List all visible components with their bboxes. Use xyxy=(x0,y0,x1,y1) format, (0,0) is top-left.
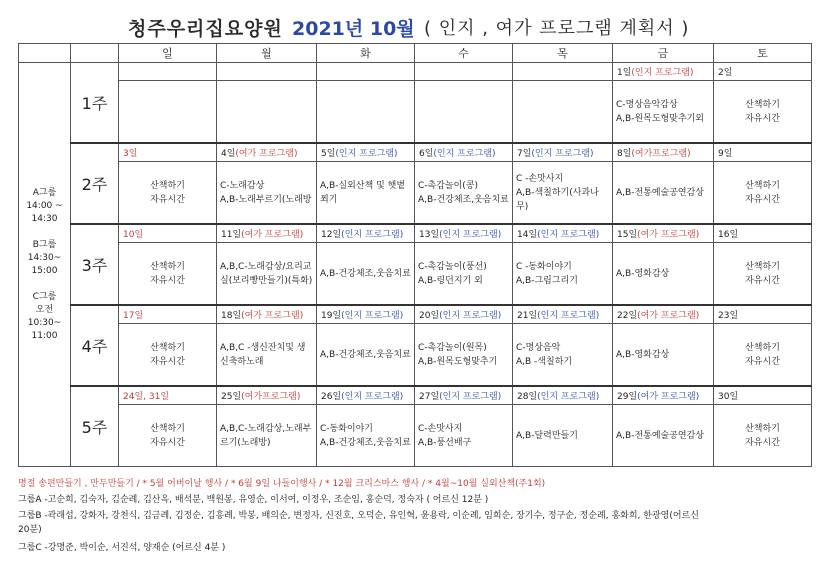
date-cell-mon xyxy=(217,386,317,405)
program-cell-tue: C-동화이야기 A,B-건강체조,웃음치료 xyxy=(317,405,415,467)
week-date-row xyxy=(19,224,812,243)
date-number: 26일 xyxy=(321,392,342,402)
date-cell-wed xyxy=(415,224,513,243)
program-type-tag: (인지 프로그램) xyxy=(537,392,600,402)
group-schedule-cell xyxy=(19,63,71,467)
date-number: 15일 xyxy=(617,230,638,240)
program-type-tag: (여가 프로그램) xyxy=(637,311,700,321)
footer-group-b: 그룹B -곽래섭, 강화자, 강천식, 김금례, 김정순, 김흥례, 박봉, 배의순, 변정자, 신진호, 오덕순, 유인혁, 윤용락, 이순례, 임희순, 장기수, 정구순, 정순례, 홍화희, 한광영(어르신 xyxy=(18,511,699,521)
date-number: 8일 xyxy=(617,149,632,159)
date-cell-tue xyxy=(317,63,415,81)
program-cell-thu: C -손맛사지 A,B-색칠하기(사과나무) xyxy=(513,162,613,225)
program-type-tag: (여가 프로그램) xyxy=(241,311,304,321)
date-number: 17일 xyxy=(123,311,144,321)
week-date-row xyxy=(19,143,812,162)
date-cell-sat xyxy=(714,386,812,405)
weekday-tue: 화 xyxy=(317,44,415,63)
week-label: 2주 xyxy=(71,143,119,224)
date-number: 13일 xyxy=(419,230,440,240)
program-type-tag: (인지 프로그램) xyxy=(631,68,694,78)
group-schedule-line xyxy=(19,278,70,291)
program-type-tag: (여가 프로그램) xyxy=(241,230,304,240)
date-cell-thu xyxy=(513,143,613,162)
date-number: 25일 xyxy=(221,392,242,402)
month-label: 2021년 10월 xyxy=(292,18,415,40)
date-number: 14일 xyxy=(517,230,538,240)
program-type-tag: (여가 프로그램) xyxy=(235,149,298,159)
program-cell-thu: C-명상음악 A,B -색칠하기 xyxy=(513,324,613,387)
week-label: 3주 xyxy=(71,224,119,305)
date-number: 23일 xyxy=(718,311,739,321)
program-cell-sat: 산책하기 자유시간 xyxy=(714,324,812,387)
date-number: 7일 xyxy=(517,149,532,159)
date-cell-tue xyxy=(317,143,415,162)
weekday-sat: 토 xyxy=(714,44,812,63)
date-cell-fri xyxy=(613,143,714,162)
footer-group-a: 그룹A -고순희, 김숙자, 김순례, 김산옥, 배석분, 백원봉, 유영순, 이서여, 이정우, 조순임, 홍순덕, 정숙자 ( 어르신 12분 ) xyxy=(18,495,489,505)
date-cell-fri xyxy=(613,224,714,243)
program-cell-mon: A,B,C-노래감상,노래부르기(노래방) xyxy=(217,405,317,467)
week-date-row xyxy=(19,386,812,405)
week-content-row xyxy=(19,81,812,144)
program-cell-sun xyxy=(119,81,217,144)
program-cell-thu xyxy=(513,81,613,144)
program-cell-tue: A,B-실외산책 및 햇볕쬐기 xyxy=(317,162,415,225)
program-cell-fri: A,B-영화감상 xyxy=(613,243,714,306)
date-number: 19일 xyxy=(321,311,342,321)
document-subtitle: ( 인지 , 여가 프로그램 계획서 ) xyxy=(424,18,690,39)
date-cell-sun xyxy=(119,63,217,81)
date-cell-sat xyxy=(714,224,812,243)
weekday-header-row xyxy=(19,44,812,63)
program-cell-wed: C-촉감놀이(풍선) A,B-링던지기 외 xyxy=(415,243,513,306)
week-label: 1주 xyxy=(71,63,119,144)
date-number: 12일 xyxy=(321,230,342,240)
date-cell-thu xyxy=(513,224,613,243)
program-cell-tue: A,B-건강체조,웃음치료 xyxy=(317,324,415,387)
program-type-tag: (인지 프로그램) xyxy=(531,149,594,159)
program-type-tag: (인지 프로그램) xyxy=(439,311,502,321)
group-schedule-line: 14:30 xyxy=(31,213,58,224)
program-calendar xyxy=(18,43,812,467)
footer-events: 명절 송편만들기 , 만두만들기 / * 5월 어버이날 행사 / * 6월 9일 나들이행사 / * 12월 크리스마스 행사 / * 4월~10월 실외산책(주1회) xyxy=(18,479,546,489)
program-type-tag: (인지 프로그램) xyxy=(537,230,600,240)
date-cell-fri xyxy=(613,63,714,81)
program-cell-mon xyxy=(217,81,317,144)
program-cell-tue: A,B-건강체조,웃음치료 xyxy=(317,243,415,306)
program-type-tag: (여가 프로그램) xyxy=(637,230,700,240)
program-cell-fri: A,B-전통예술공연감상 xyxy=(613,405,714,467)
date-cell-wed xyxy=(415,143,513,162)
program-cell-sun: 산책하기 자유시간 xyxy=(119,324,217,387)
program-type-tag: (인지 프로그램) xyxy=(439,230,502,240)
date-cell-wed xyxy=(415,386,513,405)
program-type-tag: (인지 프로그램) xyxy=(439,392,502,402)
group-schedule-line: A그룹 xyxy=(32,187,57,198)
weekday-thu: 목 xyxy=(513,44,613,63)
date-cell-sun xyxy=(119,224,217,243)
date-number: 22일 xyxy=(617,311,638,321)
date-cell-sat xyxy=(714,63,812,81)
date-number: 6일 xyxy=(419,149,434,159)
program-cell-wed: C-촉감놀이(콩) A,B-건강체조,웃음치료 xyxy=(415,162,513,225)
date-cell-thu xyxy=(513,305,613,324)
date-number: 24일, 31일 xyxy=(123,392,170,402)
date-number: 21일 xyxy=(517,311,538,321)
date-cell-sun xyxy=(119,386,217,405)
program-cell-wed xyxy=(415,81,513,144)
week-date-row xyxy=(19,305,812,324)
footer-group-b-cont: 20분) xyxy=(18,525,42,535)
date-cell-tue xyxy=(317,305,415,324)
corner-cell xyxy=(71,44,119,63)
program-cell-sat: 산책하기 자유시간 xyxy=(714,162,812,225)
weekday-fri: 금 xyxy=(613,44,714,63)
date-cell-wed xyxy=(415,305,513,324)
date-number: 29일 xyxy=(617,392,638,402)
program-type-tag: (여가프로그램) xyxy=(631,149,691,159)
week-content-row xyxy=(19,162,812,225)
week-label: 4주 xyxy=(71,305,119,386)
org-name: 청주우리집요양원 xyxy=(128,18,283,40)
program-cell-fri: A,B-전통예술공연감상 xyxy=(613,162,714,225)
weekday-mon: 월 xyxy=(217,44,317,63)
program-cell-mon: A,B,C-노래감상/요리교실(보리빵만들기)(특화) xyxy=(217,243,317,306)
program-cell-mon: C-노래감상 A,B-노래부르기(노래방 xyxy=(217,162,317,225)
date-number: 3일 xyxy=(123,149,138,159)
program-type-tag: (인지 프로그램) xyxy=(341,392,404,402)
week-content-row xyxy=(19,405,812,467)
program-cell-sun: 산책하기 자유시간 xyxy=(119,243,217,306)
date-number: 30일 xyxy=(718,392,739,402)
date-cell-sat xyxy=(714,143,812,162)
date-number: 27일 xyxy=(419,392,440,402)
date-number: 9일 xyxy=(718,149,733,159)
group-schedule-line: 15:00 xyxy=(31,265,58,276)
week-content-row xyxy=(19,324,812,387)
program-cell-wed: C-촉감놀이(원목) A,B-원목도형맞추기 xyxy=(415,324,513,387)
program-type-tag: (여가프로그램) xyxy=(241,392,301,402)
date-cell-fri xyxy=(613,305,714,324)
program-cell-sat: 산책하기 자유시간 xyxy=(714,405,812,467)
program-cell-sat: 산책하기 자유시간 xyxy=(714,81,812,144)
date-number: 4일 xyxy=(221,149,236,159)
date-cell-sat xyxy=(714,305,812,324)
program-cell-sun: 산책하기 자유시간 xyxy=(119,162,217,225)
program-type-tag: (인지 프로그램) xyxy=(335,149,398,159)
weekday-wed: 수 xyxy=(415,44,513,63)
program-cell-tue xyxy=(317,81,415,144)
date-cell-mon xyxy=(217,143,317,162)
date-cell-sun xyxy=(119,143,217,162)
corner-cell xyxy=(19,44,71,63)
date-cell-tue xyxy=(317,224,415,243)
footer-group-c: 그룹C -강명준, 박이순, 서진석, 양재순 (어르신 4분 ) xyxy=(18,543,226,553)
group-schedule-line: 14:30~ xyxy=(27,252,62,263)
week-date-row xyxy=(19,63,812,81)
date-cell-fri xyxy=(613,386,714,405)
program-type-tag: (인지 프로그램) xyxy=(341,311,404,321)
date-number: 11일 xyxy=(221,230,242,240)
program-cell-sat: 산책하기 자유시간 xyxy=(714,243,812,306)
date-number: 5일 xyxy=(321,149,336,159)
date-cell-mon xyxy=(217,305,317,324)
program-cell-thu: A,B-달력만들기 xyxy=(513,405,613,467)
date-number: 28일 xyxy=(517,392,538,402)
group-schedule-line xyxy=(19,226,70,239)
date-number: 20일 xyxy=(419,311,440,321)
date-cell-mon xyxy=(217,63,317,81)
week-content-row xyxy=(19,243,812,306)
date-cell-thu xyxy=(513,386,613,405)
program-cell-sun: 산책하기 자유시간 xyxy=(119,405,217,467)
date-cell-tue xyxy=(317,386,415,405)
program-cell-thu: C -동화이야기 A,B-그림그리기 xyxy=(513,243,613,306)
program-type-tag: (인지 프로그램) xyxy=(433,149,496,159)
program-cell-fri: A,B-영화감상 xyxy=(613,324,714,387)
group-schedule-line: 11:00 xyxy=(31,330,58,341)
date-cell-mon xyxy=(217,224,317,243)
date-number: 10일 xyxy=(123,230,144,240)
date-cell-wed xyxy=(415,63,513,81)
group-schedule-line: C그룹 xyxy=(32,291,57,302)
group-schedule-line: B그룹 xyxy=(32,239,57,250)
program-type-tag: (인지 프로그램) xyxy=(341,230,404,240)
program-cell-wed: C-손맛사지 A,B-풍선배구 xyxy=(415,405,513,467)
date-number: 2일 xyxy=(718,68,733,78)
date-number: 1일 xyxy=(617,68,632,78)
program-cell-fri: C-명상음악감상 A,B-원목도형맞추기외 xyxy=(613,81,714,144)
date-cell-thu xyxy=(513,63,613,81)
date-number: 16일 xyxy=(718,230,739,240)
group-schedule-line: 오전 xyxy=(35,304,54,315)
weekday-sun: 일 xyxy=(119,44,217,63)
program-cell-mon: A,B,C -생신잔치및 생신축하노래 xyxy=(217,324,317,387)
date-cell-sun xyxy=(119,305,217,324)
program-type-tag: (인지 프로그램) xyxy=(537,311,600,321)
group-schedule-line: 14:00 ~ xyxy=(26,200,63,211)
program-type-tag: (여가 프로그램) xyxy=(637,392,700,402)
week-label: 5주 xyxy=(71,386,119,467)
date-number: 18일 xyxy=(221,311,242,321)
group-schedule-line: 10:30~ xyxy=(27,317,62,328)
